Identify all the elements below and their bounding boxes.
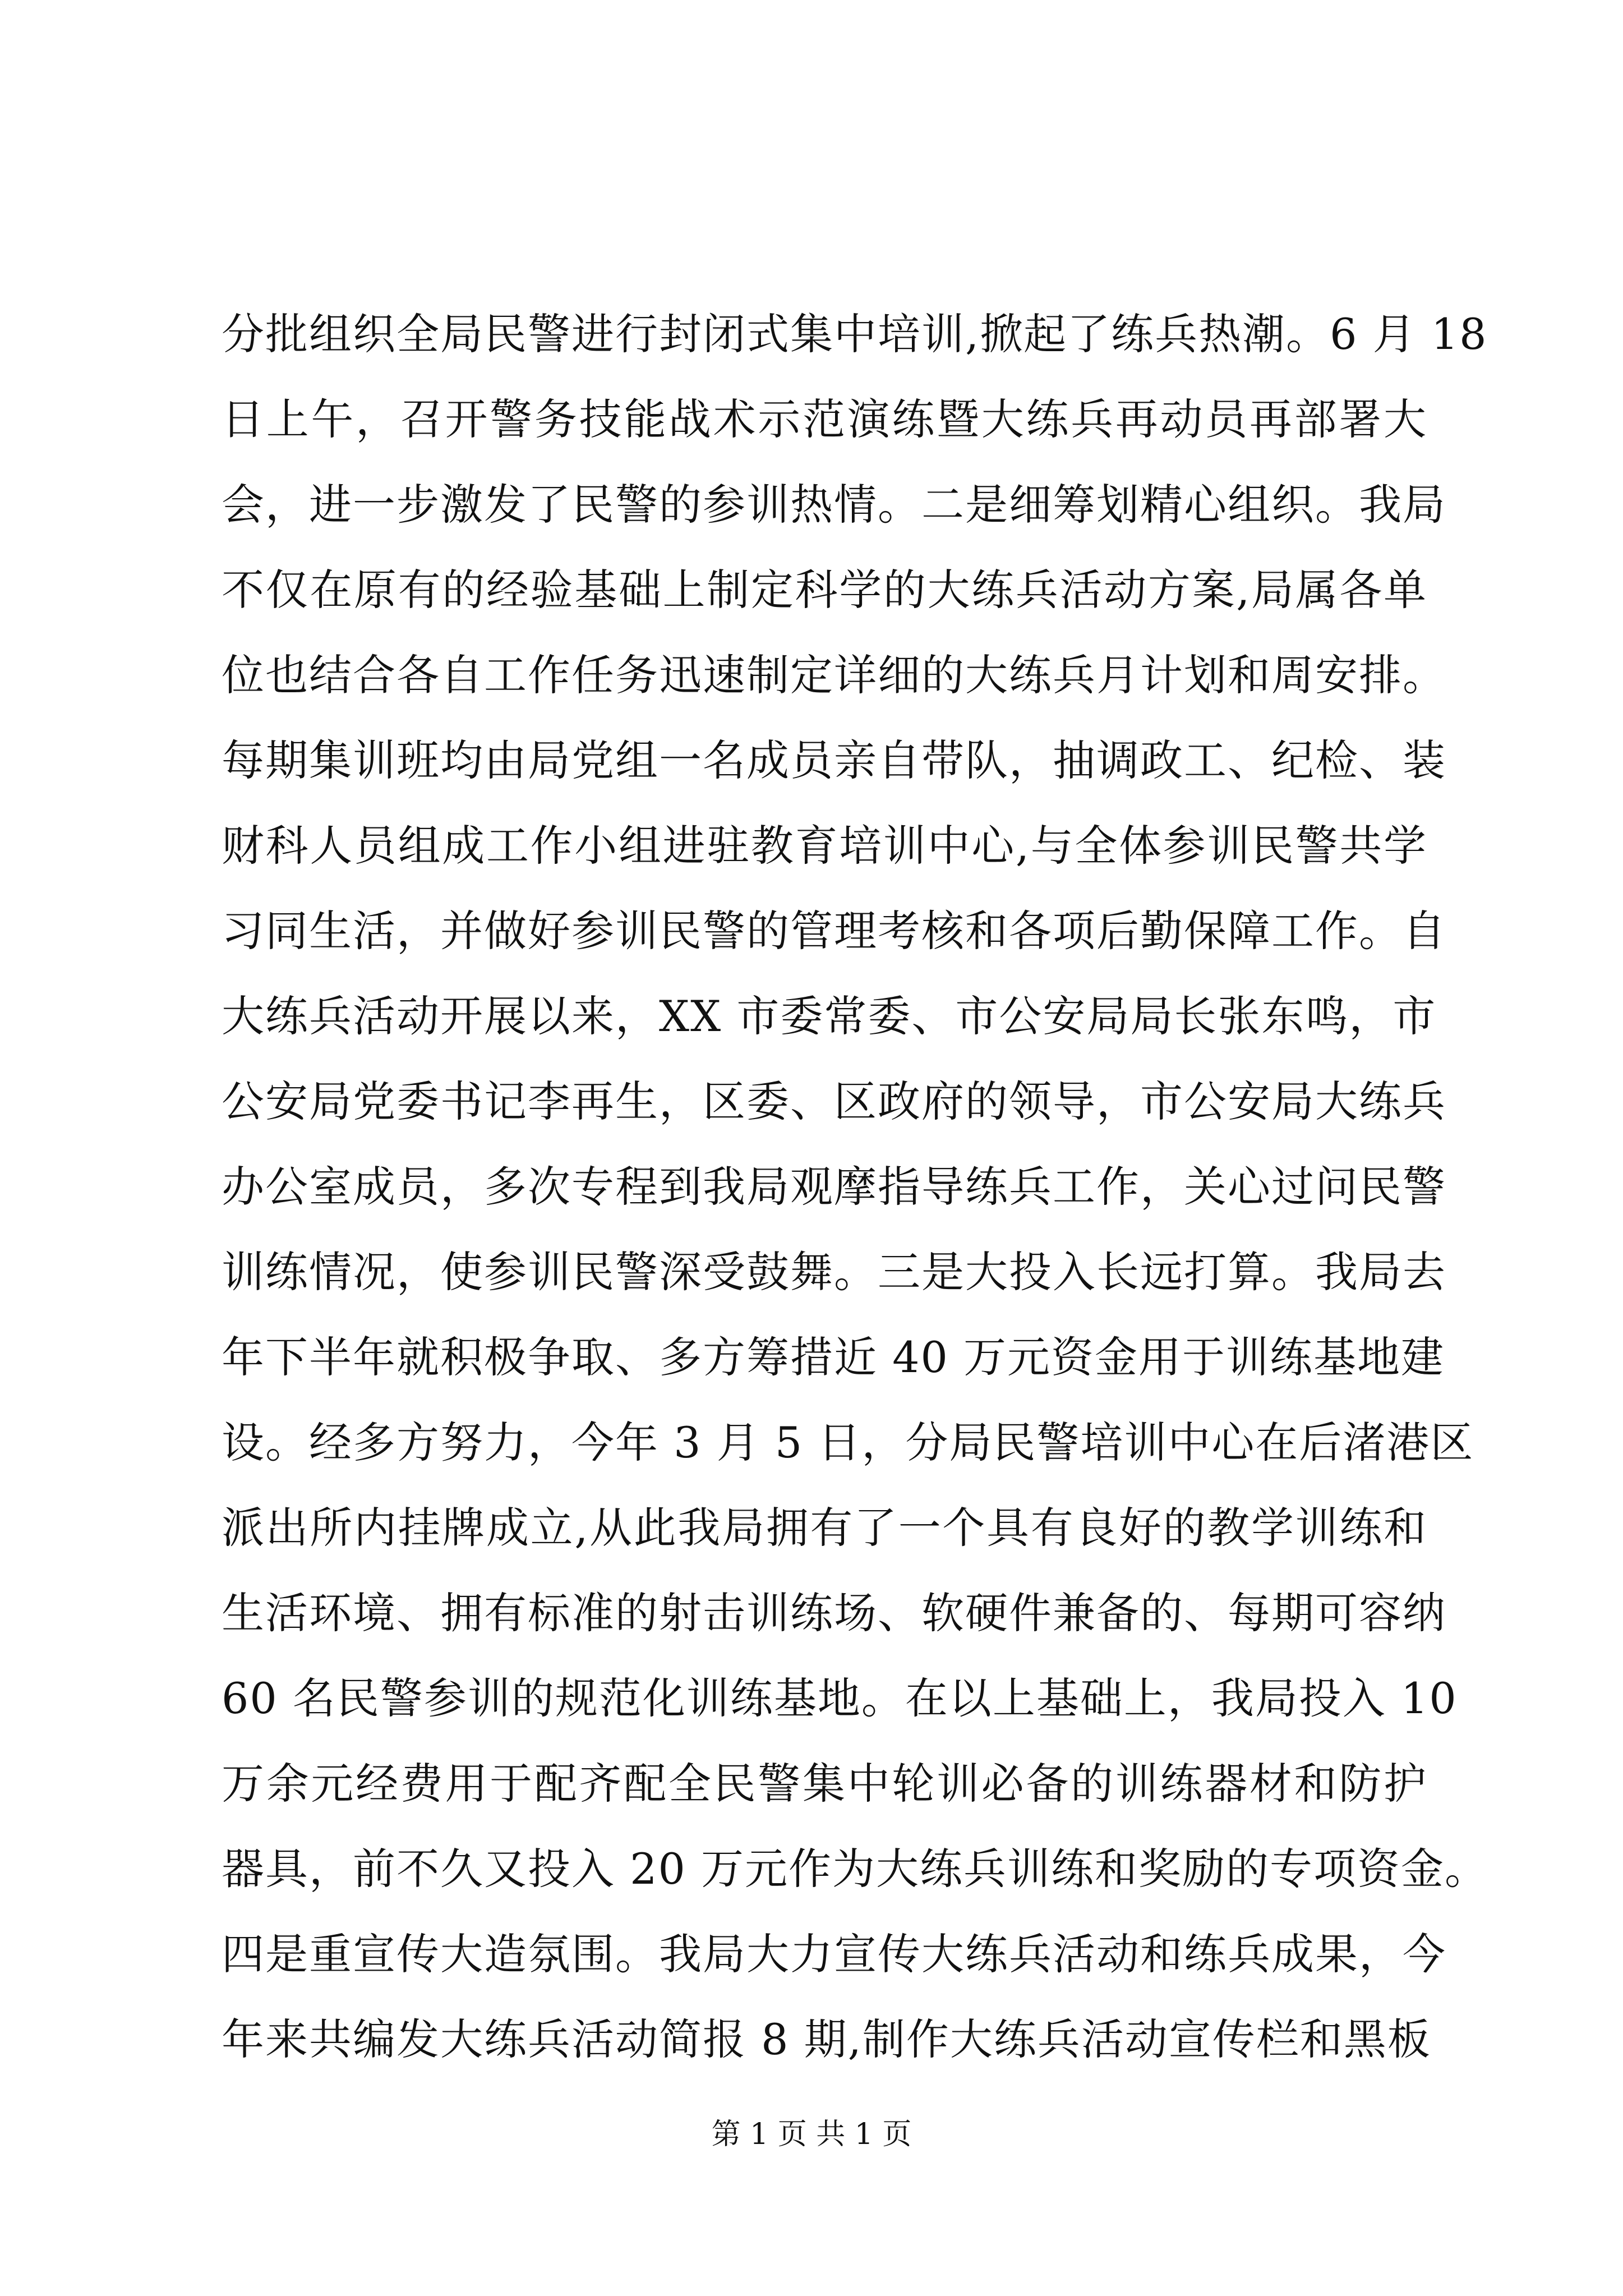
text-line: 万余元经费用于配齐配全民警集中轮训必备的训练器材和防护 [222, 1759, 1427, 1809]
text-line: 习同生活，并做好参训民警的管理考核和各项后勤保障工作。自 [222, 906, 1446, 956]
text-line: 年来共编发大练兵活动简报 8 期,制作大练兵活动宣传栏和黑板 [222, 2014, 1431, 2064]
text-line: 财科人员组成工作小组进驻教育培训中心,与全体参训民警共学 [222, 821, 1427, 871]
text-line: 会，进一步激发了民警的参训热情。二是细筹划精心组织。我局 [222, 480, 1446, 530]
text-line: 器具，前不久又投入 20 万元作为大练兵训练和奖励的专项资金。 [222, 1844, 1489, 1894]
page-footer: 第 1 页 共 1 页 [711, 2118, 912, 2151]
text-line: 四是重宣传大造氛围。我局大力宣传大练兵活动和练兵成果，今 [222, 1929, 1446, 1979]
text-line: 训练情况，使参训民警深受鼓舞。三是大投入长远打算。我局去 [222, 1247, 1446, 1297]
text-line: 不仅在原有的经验基础上制定科学的大练兵活动方案,局属各单 [222, 565, 1427, 615]
text-line: 办公室成员，多次专程到我局观摩指导练兵工作，关心过问民警 [222, 1162, 1446, 1212]
text-line: 日上午，召开警务技能战术示范演练暨大练兵再动员再部署大 [222, 394, 1427, 444]
text-line: 60 名民警参训的规范化训练基地。在以上基础上，我局投入 10 [222, 1673, 1458, 1723]
text-line: 大练兵活动开展以来，XX 市委常委、市公安局局长张东鸣，市 [222, 991, 1437, 1041]
text-line: 分批组织全局民警进行封闭式集中培训,掀起了练兵热潮。6 月 18 [222, 309, 1488, 359]
text-line: 年下半年就积极争取、多方筹措近 40 万元资金用于训练基地建 [222, 1332, 1445, 1382]
text-line: 设。经多方努力，今年 3 月 5 日，分局民警培训中心在后渚港区 [222, 1418, 1474, 1467]
text-line: 每期集训班均由局党组一名成员亲自带队，抽调政工、纪检、装 [222, 735, 1446, 785]
body-text [222, 292, 1489, 2082]
text-line: 派出所内挂牌成立,从此我局拥有了一个具有良好的教学训练和 [222, 1503, 1427, 1553]
text-line: 生活环境、拥有标准的射击训练场、软硬件兼备的、每期可容纳 [222, 1588, 1446, 1638]
text-line: 公安局党委书记李再生，区委、区政府的领导，市公安局大练兵 [222, 1076, 1446, 1126]
text-line: 位也结合各自工作任务迅速制定详细的大练兵月计划和周安排。 [222, 650, 1446, 700]
